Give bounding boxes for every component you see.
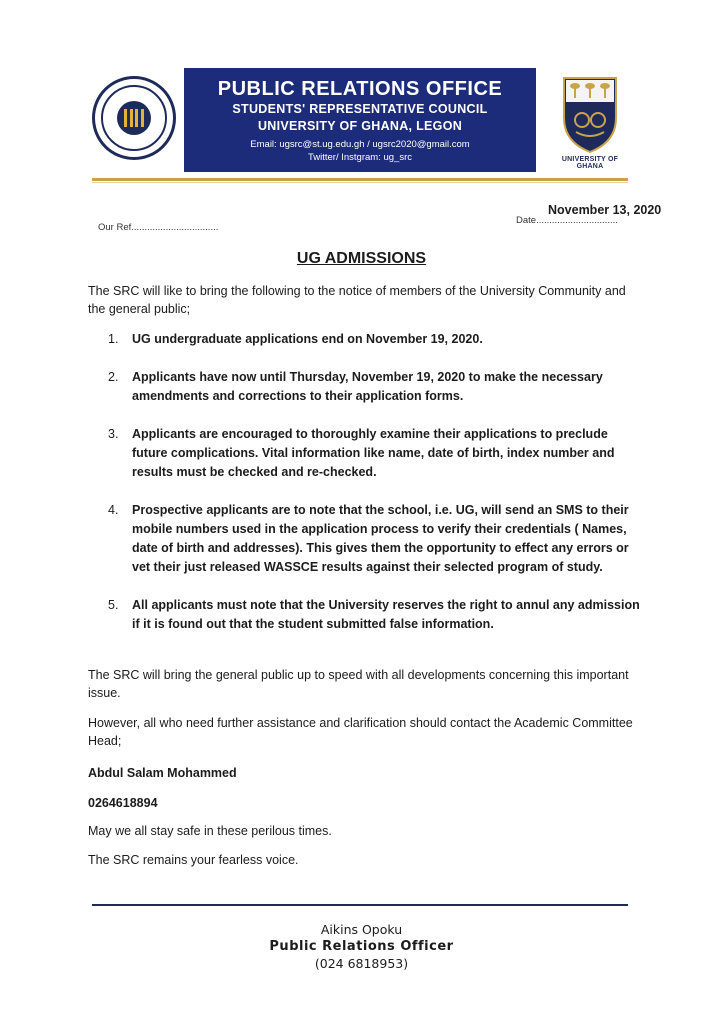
list-item <box>108 368 640 406</box>
contact-email: Email: ugsrc@st.ug.edu.gh / ugsrc2020@gmail.com <box>250 139 470 150</box>
closing-paragraph: The SRC remains your fearless voice. <box>88 853 299 867</box>
university-crest-logo <box>560 74 620 154</box>
notice-list <box>108 330 640 653</box>
list-item <box>108 501 640 577</box>
university-name: UNIVERSITY OF GHANA, LEGON <box>257 119 463 133</box>
list-item <box>108 596 640 634</box>
list-number: 3. <box>108 427 119 441</box>
list-text: Prospective applicants are to note that the school, i.e. UG, will send an SMS to their mobile numbers used in the application process to verify their credentials ( Names, date of birth and addresses). This gives them the opportunity to effect any errors or vet their just released WASSCE results against their selected program of study. <box>132 503 629 574</box>
crest-caption: UNIVERSITY OF GHANA <box>561 156 619 170</box>
reference-label: Our Ref................................. <box>98 222 219 233</box>
contact-phone: 0264618894 <box>88 796 158 810</box>
list-text: Applicants are encouraged to thoroughly examine their applications to preclude future complications. Vital information like name, date of birth, index number and results must be checked and re-checked. <box>132 427 615 479</box>
list-number: 2. <box>108 370 119 384</box>
document-title: UG ADMISSIONS <box>296 250 427 267</box>
list-number: 4. <box>108 503 119 517</box>
assistance-paragraph: However, all who need further assistance and clarification should contact the Academic Committee Head; <box>88 716 633 748</box>
footer-divider <box>92 904 628 906</box>
list-item <box>108 330 640 349</box>
followup-paragraph: The SRC will bring the general public up to speed with all developments concerning this important issue. <box>88 668 629 700</box>
src-seal-logo <box>92 76 176 160</box>
list-text: UG undergraduate applications end on November 19, 2020. <box>132 332 483 346</box>
signatory-title: Public Relations Officer <box>269 939 454 954</box>
list-number: 5. <box>108 598 119 612</box>
council-name: STUDENTS' REPRESENTATIVE COUNCIL <box>232 102 488 116</box>
list-text: All applicants must note that the University reserves the right to annul any admission if it is found out that the student submitted false information. <box>132 598 640 631</box>
safety-paragraph: May we all stay safe in these perilous times. <box>88 824 332 838</box>
office-title: PUBLIC RELATIONS OFFICE <box>217 78 503 100</box>
signatory-name: Aikins Opoku <box>320 922 403 937</box>
letterhead-banner <box>184 68 536 172</box>
letter-date: November 13, 2020 <box>548 203 662 217</box>
list-item <box>108 425 640 482</box>
list-number: 1. <box>108 332 119 346</box>
header-divider-secondary <box>92 182 628 183</box>
intro-paragraph: The SRC will like to bring the following to the notice of members of the University Community and the general public; <box>88 284 626 316</box>
contact-name: Abdul Salam Mohammed <box>88 766 237 780</box>
header-divider <box>92 178 628 181</box>
contact-social: Twitter/ Instgram: ug_src <box>307 152 412 163</box>
date-label: Date............................... <box>516 215 618 226</box>
signatory-phone: (024 6818953) <box>314 956 409 971</box>
list-text: Applicants have now until Thursday, November 19, 2020 to make the necessary amendments and corrections to their application forms. <box>132 370 603 403</box>
